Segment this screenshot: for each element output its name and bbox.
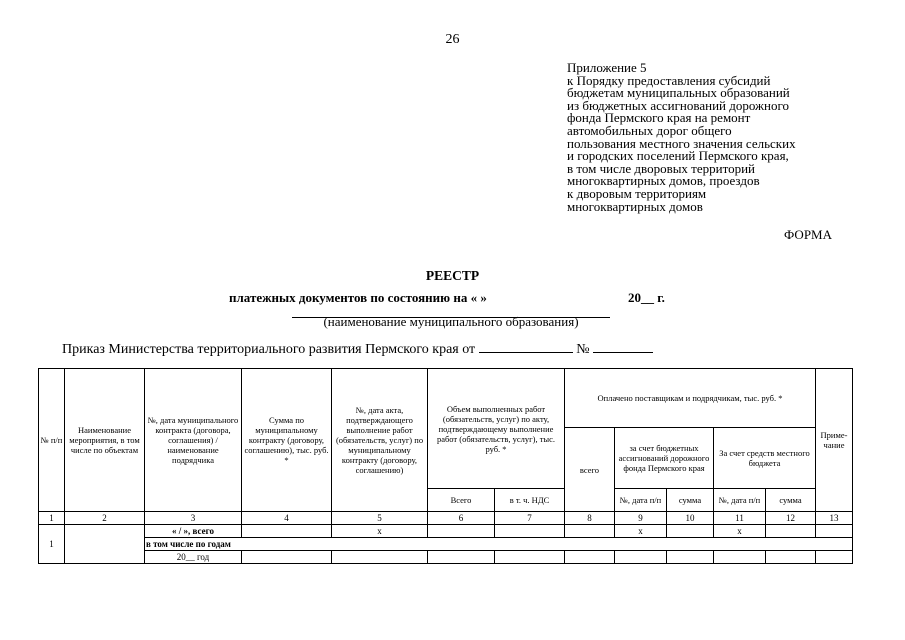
header-paid-road-fund: за счет бюджетных ассигнований дорожного фонда Пермского края <box>615 428 714 489</box>
document-subtitle: платежных документов по состоянию на « » <box>229 290 487 305</box>
row-activity-cell <box>65 525 145 564</box>
appendix-line: к дворовым территориям <box>567 185 707 201</box>
header-volume: Объем выполненных работ (обязательств, услуг) по акту, подтверждающему выполнение работ (обязательств, услуг), тыс. руб. * <box>428 369 565 489</box>
municipality-caption: (наименование муниципального образования) <box>323 314 579 329</box>
order-number-sign: № <box>576 342 590 357</box>
appendix-line: и городских поселений Пермского края, <box>567 148 789 164</box>
column-number: 8 <box>565 512 615 525</box>
header-volume-total: Всего <box>428 489 495 512</box>
registry-table <box>38 368 853 564</box>
header-paid-total: всего <box>565 428 615 512</box>
table-cell <box>565 525 615 538</box>
appendix-line: к Порядку предоставления субсидий <box>567 72 771 88</box>
table-cell <box>495 525 565 538</box>
appendix-header <box>567 62 887 213</box>
header-local-amount: сумма <box>766 489 816 512</box>
column-number: 9 <box>615 512 667 525</box>
form-label: ФОРМА <box>784 227 832 242</box>
table-cell <box>565 551 615 564</box>
x-mark: х <box>615 525 667 538</box>
order-reference <box>62 340 653 358</box>
header-activity: Наименование мероприятия, в том числе по объектам <box>65 369 145 512</box>
document-subtitle-year: 20__ г. <box>628 290 665 305</box>
table-cell <box>667 551 714 564</box>
header-num: № п/п <box>39 369 65 512</box>
table-cell <box>242 551 332 564</box>
appendix-line: многоквартирных домов, проездов <box>567 173 760 189</box>
row-index: 1 <box>39 525 65 564</box>
appendix-line: бюджетам муниципальных образований <box>567 85 790 101</box>
column-number: 2 <box>65 512 145 525</box>
header-act: №, дата акта, подтверждающего выполнение работ (обязательств, услуг) по муниципальному контракту (договору, соглашению) <box>332 369 428 512</box>
row-total-label: « / », всего <box>145 525 242 538</box>
table-cell <box>816 525 853 538</box>
document-title: РЕЕСТР <box>425 268 480 283</box>
header-contract: №, дата муниципального контракта (договора, соглашения) / наименование подрядчика <box>145 369 242 512</box>
header-volume-vat: в т. ч. НДС <box>495 489 565 512</box>
column-number: 11 <box>714 512 766 525</box>
table-cell <box>615 551 667 564</box>
column-number: 1 <box>39 512 65 525</box>
header-road-doc: №, дата п/п <box>615 489 667 512</box>
order-number-blank <box>593 340 653 353</box>
table-cell <box>766 525 816 538</box>
column-number: 12 <box>766 512 816 525</box>
year-label: 20__ год <box>145 551 242 564</box>
table-cell <box>428 525 495 538</box>
appendix-line: фонда Пермского края на ремонт <box>567 110 751 126</box>
appendix-line: в том числе дворовых территорий <box>567 160 756 176</box>
by-years-label: в том числе по годам <box>145 538 853 551</box>
header-note: Приме-чание <box>816 369 853 512</box>
column-number: 13 <box>816 512 853 525</box>
page-number: 26 <box>445 32 460 47</box>
header-contract-sum: Сумма по муниципальному контракту (договору, соглашению), тыс. руб. * <box>242 369 332 512</box>
appendix-line: пользования местного значения сельских <box>567 135 796 151</box>
column-number: 4 <box>242 512 332 525</box>
table-cell <box>242 525 332 538</box>
order-date-blank <box>479 340 573 353</box>
appendix-line: Приложение 5 <box>567 60 647 75</box>
column-number: 6 <box>428 512 495 525</box>
header-local-doc: №, дата п/п <box>714 489 766 512</box>
table-cell <box>816 551 853 564</box>
header-paid: Оплачено поставщикам и подрядчикам, тыс. руб. * <box>565 369 816 428</box>
x-mark: х <box>332 525 428 538</box>
column-number: 7 <box>495 512 565 525</box>
table-cell <box>495 551 565 564</box>
table-cell <box>332 551 428 564</box>
header-paid-local: За счет средств местного бюджета <box>714 428 816 489</box>
table-cell <box>766 551 816 564</box>
appendix-line: автомобильных дорог общего <box>567 122 732 138</box>
column-number: 5 <box>332 512 428 525</box>
column-number: 10 <box>667 512 714 525</box>
table-cell <box>714 551 766 564</box>
column-number: 3 <box>145 512 242 525</box>
appendix-line: многоквартирных домов <box>567 198 703 214</box>
x-mark: х <box>714 525 766 538</box>
header-road-amount: сумма <box>667 489 714 512</box>
order-text: Приказ Министерства территориального развития Пермского края от <box>62 342 476 357</box>
table-cell <box>428 551 495 564</box>
appendix-line: из бюджетных ассигнований дорожного <box>567 97 789 113</box>
table-cell <box>667 525 714 538</box>
